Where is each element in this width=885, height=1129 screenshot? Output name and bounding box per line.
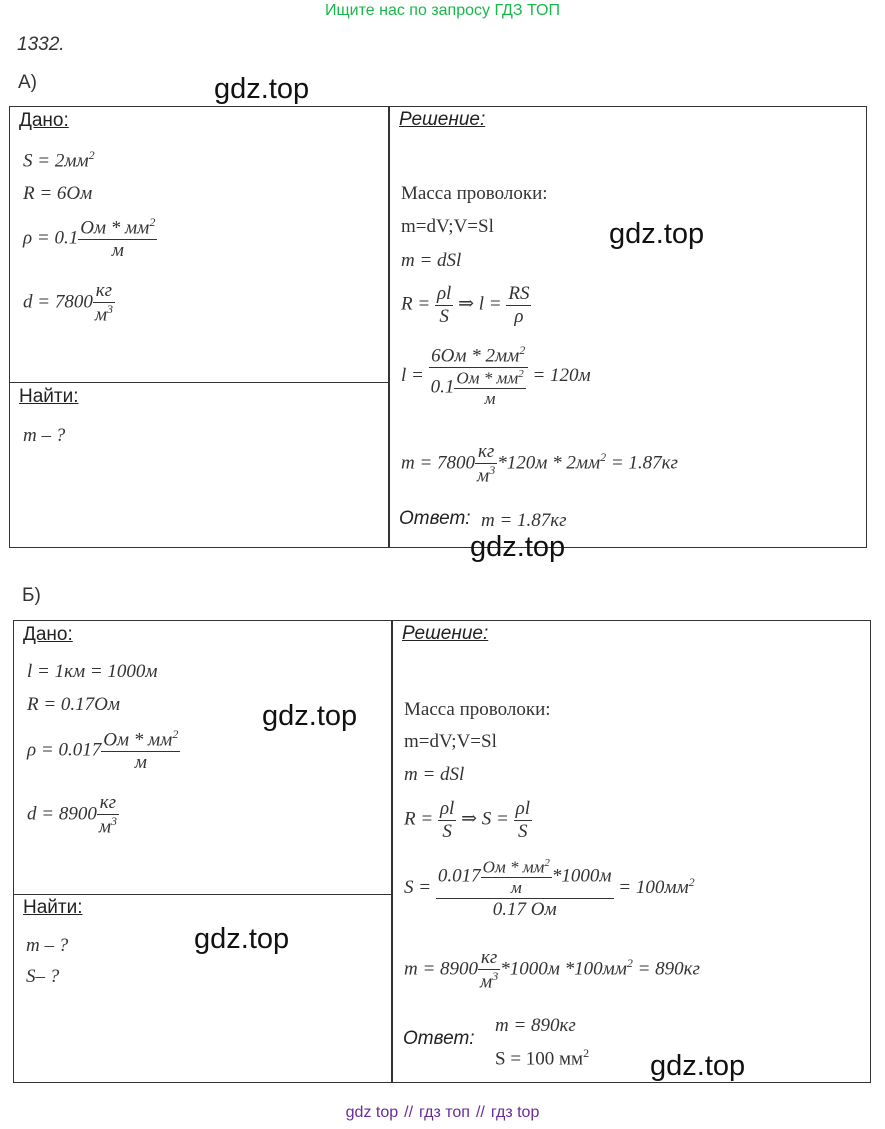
- part-a-solution-header: Решение:: [399, 109, 486, 130]
- part-a-sol-l-calc: l = $6Ом * 2мм^2$ 0.1 $\frac{Ом * мм^2}{м}$ = 120м: [401, 343, 591, 409]
- part-b-sol-s-calc: S = 0.017 $\frac{Ом * мм^2}{м}$ *1000м 0.17 Ом = $100мм^2$: [404, 857, 695, 920]
- part-a-sol-title: Масса проволоки:: [401, 183, 548, 204]
- part-b-label: Б): [22, 585, 41, 606]
- part-a-answer: m = 1.87кг: [481, 510, 567, 531]
- part-a-find-item: m – ?: [23, 425, 66, 446]
- part-b-answer-2: S = 100 $мм^2$: [495, 1046, 590, 1070]
- part-b-sol-r-formula: R = $\frac{\rho l}{S}$ ⇒ S = $\frac{\rho l}{S}$: [404, 798, 530, 842]
- watermark: gdz.top: [262, 700, 358, 732]
- part-b-find-item-2: S– ?: [26, 966, 60, 987]
- watermark: gdz.top: [214, 73, 310, 105]
- part-b-find-item-1: m – ?: [26, 935, 69, 956]
- part-b-sol-line1: m=dV;V=Sl: [404, 731, 497, 752]
- part-b-answer-1: m = 890кг: [495, 1015, 576, 1036]
- part-b-given-header: Дано:: [23, 624, 73, 645]
- footer-separator: //: [475, 1104, 485, 1121]
- part-b-solution-cell: [391, 620, 871, 1083]
- watermark: gdz.top: [194, 923, 290, 955]
- watermark: gdz.top: [650, 1050, 746, 1082]
- part-a-sol-line2: m = dSl: [401, 250, 462, 271]
- part-a-answer-label: Ответ:: [399, 508, 471, 529]
- part-a-given-rho: ρ = 0.1 $\frac{Ом * мм^2}{м}$: [23, 215, 156, 262]
- part-a-sol-m-calc: m = 7800 $\frac{кг}{м^3}$ $*120м * 2мм^2 = 1.87кг$: [401, 441, 678, 487]
- part-a-sol-r-formula: R = $\frac{\rho l}{S}$ ⇒ l = $\frac{RS}{\rho}$: [401, 283, 530, 327]
- part-b-sol-line2: m = dSl: [404, 764, 465, 785]
- part-b-given-r: R = 0.17Ом: [27, 694, 121, 715]
- watermark: gdz.top: [470, 531, 566, 563]
- part-b-find-header: Найти:: [23, 897, 83, 918]
- watermark: gdz.top: [609, 218, 705, 250]
- part-a-sol-line1: m=dV;V=Sl: [401, 216, 494, 237]
- footer-link-gdz-top-mixed[interactable]: гдз top: [490, 1104, 540, 1121]
- problem-number: 1332.: [17, 34, 65, 55]
- part-a-label: А): [18, 72, 37, 93]
- search-banner[interactable]: Ищите нас по запросу ГДЗ ТОП: [325, 2, 560, 19]
- part-a-find-header: Найти:: [19, 386, 79, 407]
- footer-links: [0, 1104, 885, 1122]
- part-a-given-r: R = 6Ом: [23, 183, 93, 204]
- part-b-given-rho: ρ = 0.017 $\frac{Ом * мм^2}{м}$: [27, 727, 179, 774]
- footer-link-gdz-top[interactable]: gdz top: [345, 1104, 399, 1121]
- footer-link-gdz-top-ru[interactable]: гдз топ: [419, 1104, 470, 1121]
- part-b-sol-m-calc: m = 8900 $\frac{кг}{м^3}$ *1000м $*100мм^2 = 890кг$: [404, 947, 700, 993]
- part-b-sol-title: Масса проволоки:: [404, 699, 551, 720]
- part-b-solution-header: Решение:: [402, 623, 489, 644]
- part-a-given-d: d = 7800 $\frac{кг}{м^3}$: [23, 280, 113, 326]
- footer-separator: //: [404, 1104, 414, 1121]
- part-b-given-d: d = 8900 $\frac{кг}{м^3}$: [27, 792, 117, 838]
- part-b-given-l: l = 1км = 1000м: [27, 661, 158, 682]
- part-a-given-s: $S = 2мм^2$: [23, 148, 95, 172]
- part-a-given-header: Дано:: [19, 110, 69, 131]
- part-b-answer-label: Ответ:: [403, 1028, 475, 1049]
